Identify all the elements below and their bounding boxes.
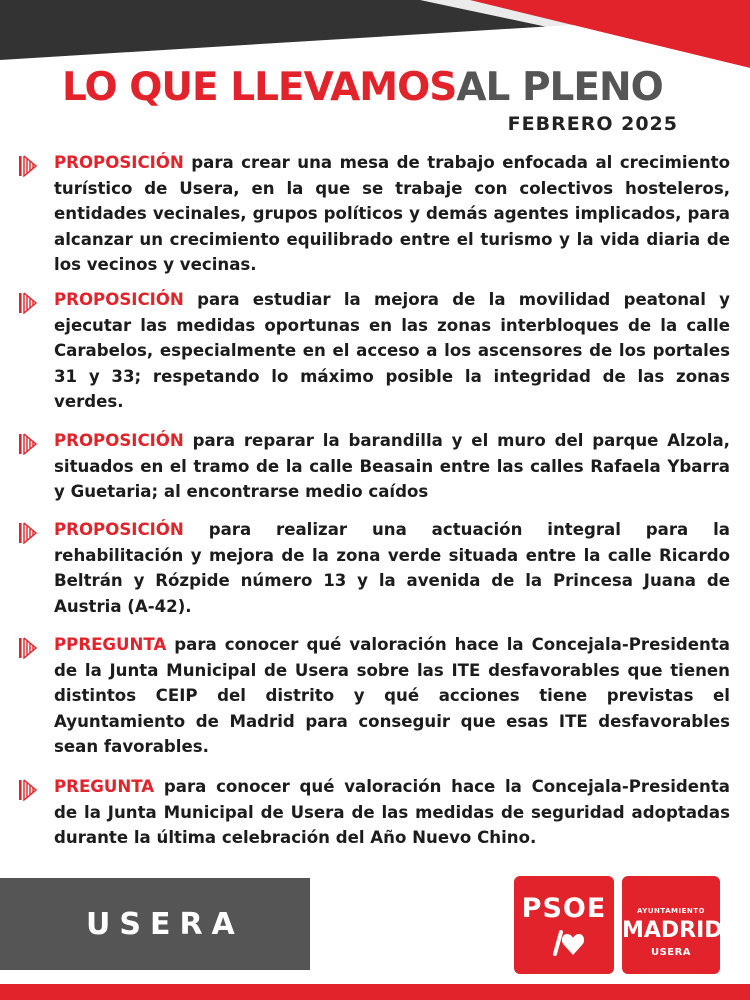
madrid-logo	[622, 876, 723, 974]
item-keyword: PPREGUNTA	[54, 635, 167, 654]
bottom-bar	[0, 984, 750, 1000]
item-text: para reparar la barandilla y el muro del parque Alzola, situados en el tramo de la calle Beasain entre las calles Rafaela Ybarra y Guetaria; al encontrarse medio caídos	[54, 431, 730, 501]
arrow-icon	[18, 433, 46, 455]
page-title	[62, 64, 702, 112]
list-item	[18, 287, 730, 428]
title-red-part: LO QUE LLEVAMOS	[62, 65, 457, 110]
header-decoration	[0, 0, 750, 70]
psoe-logo	[514, 876, 614, 974]
arrow-icon	[18, 779, 46, 801]
item-text: para estudiar la mejora de la movilidad peatonal y ejecutar las medidas oportunas en las zonas interbloques de la calle Carabelos, especialmente en el acceso a los ascensores de los portales 31 y 33; respetando lo máximo posible la integridad de las zonas verdes.	[54, 290, 730, 411]
list-item	[18, 774, 730, 851]
item-keyword: PROPOSICIÓN	[54, 290, 184, 309]
arrow-icon	[18, 155, 46, 177]
madrid-logo-big: MADRID	[622, 918, 723, 943]
item-keyword: PROPOSICIÓN	[54, 153, 184, 172]
item-text: para realizar una actuación integral para la rehabilitación y mejora de la zona verde situada entre la calle Ricardo Beltrán y Rózpide número 13 y la avenida de la Princesa Juana de Austria (A-42).	[54, 520, 731, 616]
arrow-icon	[18, 292, 46, 314]
arrow-icon	[18, 637, 46, 659]
madrid-logo-small: AYUNTAMIENTO	[637, 907, 705, 915]
arrow-icon	[18, 522, 46, 544]
list-item	[18, 632, 730, 774]
items-list	[18, 150, 730, 851]
district-band	[0, 878, 310, 970]
title-grey-part: AL PLENO	[456, 65, 663, 110]
item-text: para crear una mesa de trabajo enfocada al crecimiento turístico de Usera, en la que se trabaje con colectivos hosteleros, entidades vecinales, grupos políticos y demás agentes implicados, para alcanzar un crecimiento equilibrado entre el turismo y la vida diaria de los vecinos y vecinas.	[54, 153, 730, 274]
list-item	[18, 428, 730, 517]
psoe-word: PSOE	[521, 893, 607, 924]
item-text: para conocer qué valoración hace la Concejala-Presidenta de la Junta Municipal de Usera sobre las ITE desfavorables que tienen distintos CEIP del distrito y qué acciones tiene previstas el Ayuntamiento de Madrid para conseguir que esas ITE desfavorables sean favorables.	[54, 635, 730, 756]
item-keyword: PREGUNTA	[54, 777, 155, 796]
rose-heart-icon	[546, 926, 584, 958]
item-keyword: PROPOSICIÓN	[54, 520, 184, 539]
list-item	[18, 517, 730, 632]
item-keyword: PROPOSICIÓN	[54, 431, 184, 450]
list-item	[18, 150, 730, 287]
district-label: USERA	[86, 906, 244, 942]
date-subtitle: FEBRERO 2025	[507, 113, 678, 135]
madrid-logo-district: USERA	[650, 947, 692, 958]
item-text: para conocer qué valoración hace la Concejala-Presidenta de la Junta Municipal de Usera de las medidas de seguridad adoptadas durante la última celebración del Año Nuevo Chino.	[54, 777, 730, 847]
